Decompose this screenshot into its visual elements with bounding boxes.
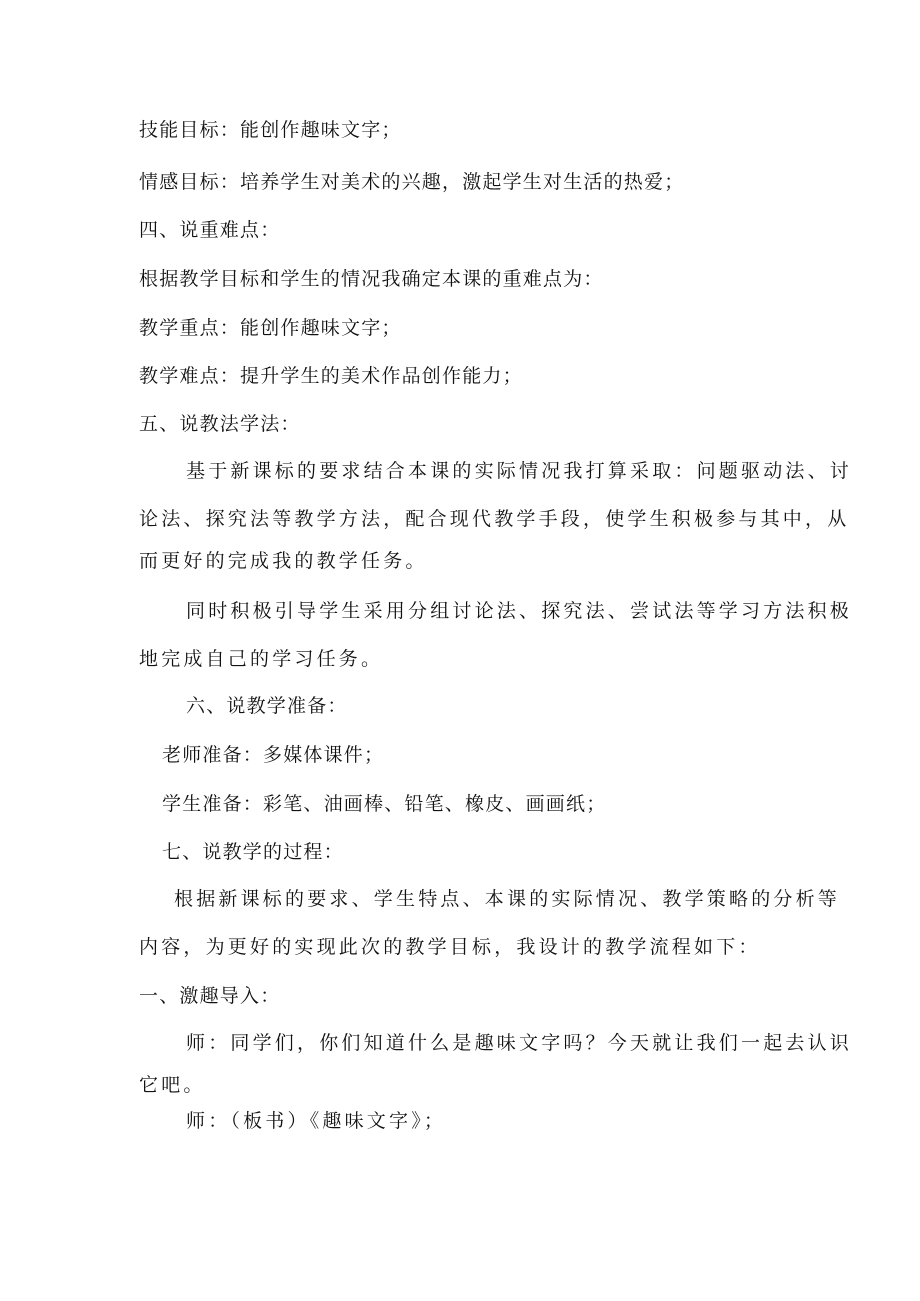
text-line-teaching-focus: 教学重点：能创作趣味文字； [139, 317, 402, 339]
paragraph-methods-line-3: 而更好的完成我的教学任务。 [139, 550, 428, 572]
section-heading-preparation: 六、说教学准备： [186, 695, 348, 717]
paragraph-learning-line-2: 地完成自己的学习任务。 [139, 648, 384, 670]
text-line-teacher-preparation: 老师准备：多媒体课件； [162, 744, 385, 766]
paragraph-methods-line-2: 论法、探究法等教学方法，配合现代教学手段，使学生积极参与其中，从 [139, 508, 850, 530]
section-heading-methods: 五、说教法学法： [139, 413, 301, 435]
text-line-teacher-blackboard: 师：（板书）《趣味文字》； [186, 1110, 447, 1132]
section-heading-introduction: 一、激趣导入： [139, 985, 281, 1007]
text-line-teaching-difficulty: 教学难点：提升学生的美术作品创作能力； [139, 365, 523, 387]
section-heading-key-points: 四、说重难点： [139, 219, 281, 241]
text-line-student-preparation: 学生准备：彩笔、油画棒、铅笔、橡皮、画画纸； [162, 793, 607, 815]
paragraph-teacher-question-line-2: 它吧。 [139, 1074, 206, 1096]
section-heading-process: 七、说教学的过程： [162, 841, 344, 863]
paragraph-process-line-2: 内容，为更好的实现此次的教学目标，我设计的教学流程如下： [139, 936, 761, 958]
paragraph-methods-line-1: 基于新课标的要求结合本课的实际情况我打算采取：问题驱动法、讨 [186, 460, 853, 482]
text-line-skill-goal: 技能目标：能创作趣味文字； [139, 119, 402, 141]
text-line-emotion-goal: 情感目标：培养学生对美术的兴趣，激起学生对生活的热爱； [139, 171, 685, 193]
paragraph-teacher-question-line-1: 师：同学们，你们知道什么是趣味文字吗？今天就让我们一起去认识 [186, 1032, 853, 1054]
paragraph-learning-line-1: 同时积极引导学生采用分组讨论法、探究法、尝试法等学习方法积极 [186, 600, 853, 622]
paragraph-process-line-1: 根据新课标的要求、学生特点、本课的实际情况、教学策略的分析等 [174, 888, 841, 910]
text-line-key-points-intro: 根据教学目标和学生的情况我确定本课的重难点为： [139, 268, 604, 290]
